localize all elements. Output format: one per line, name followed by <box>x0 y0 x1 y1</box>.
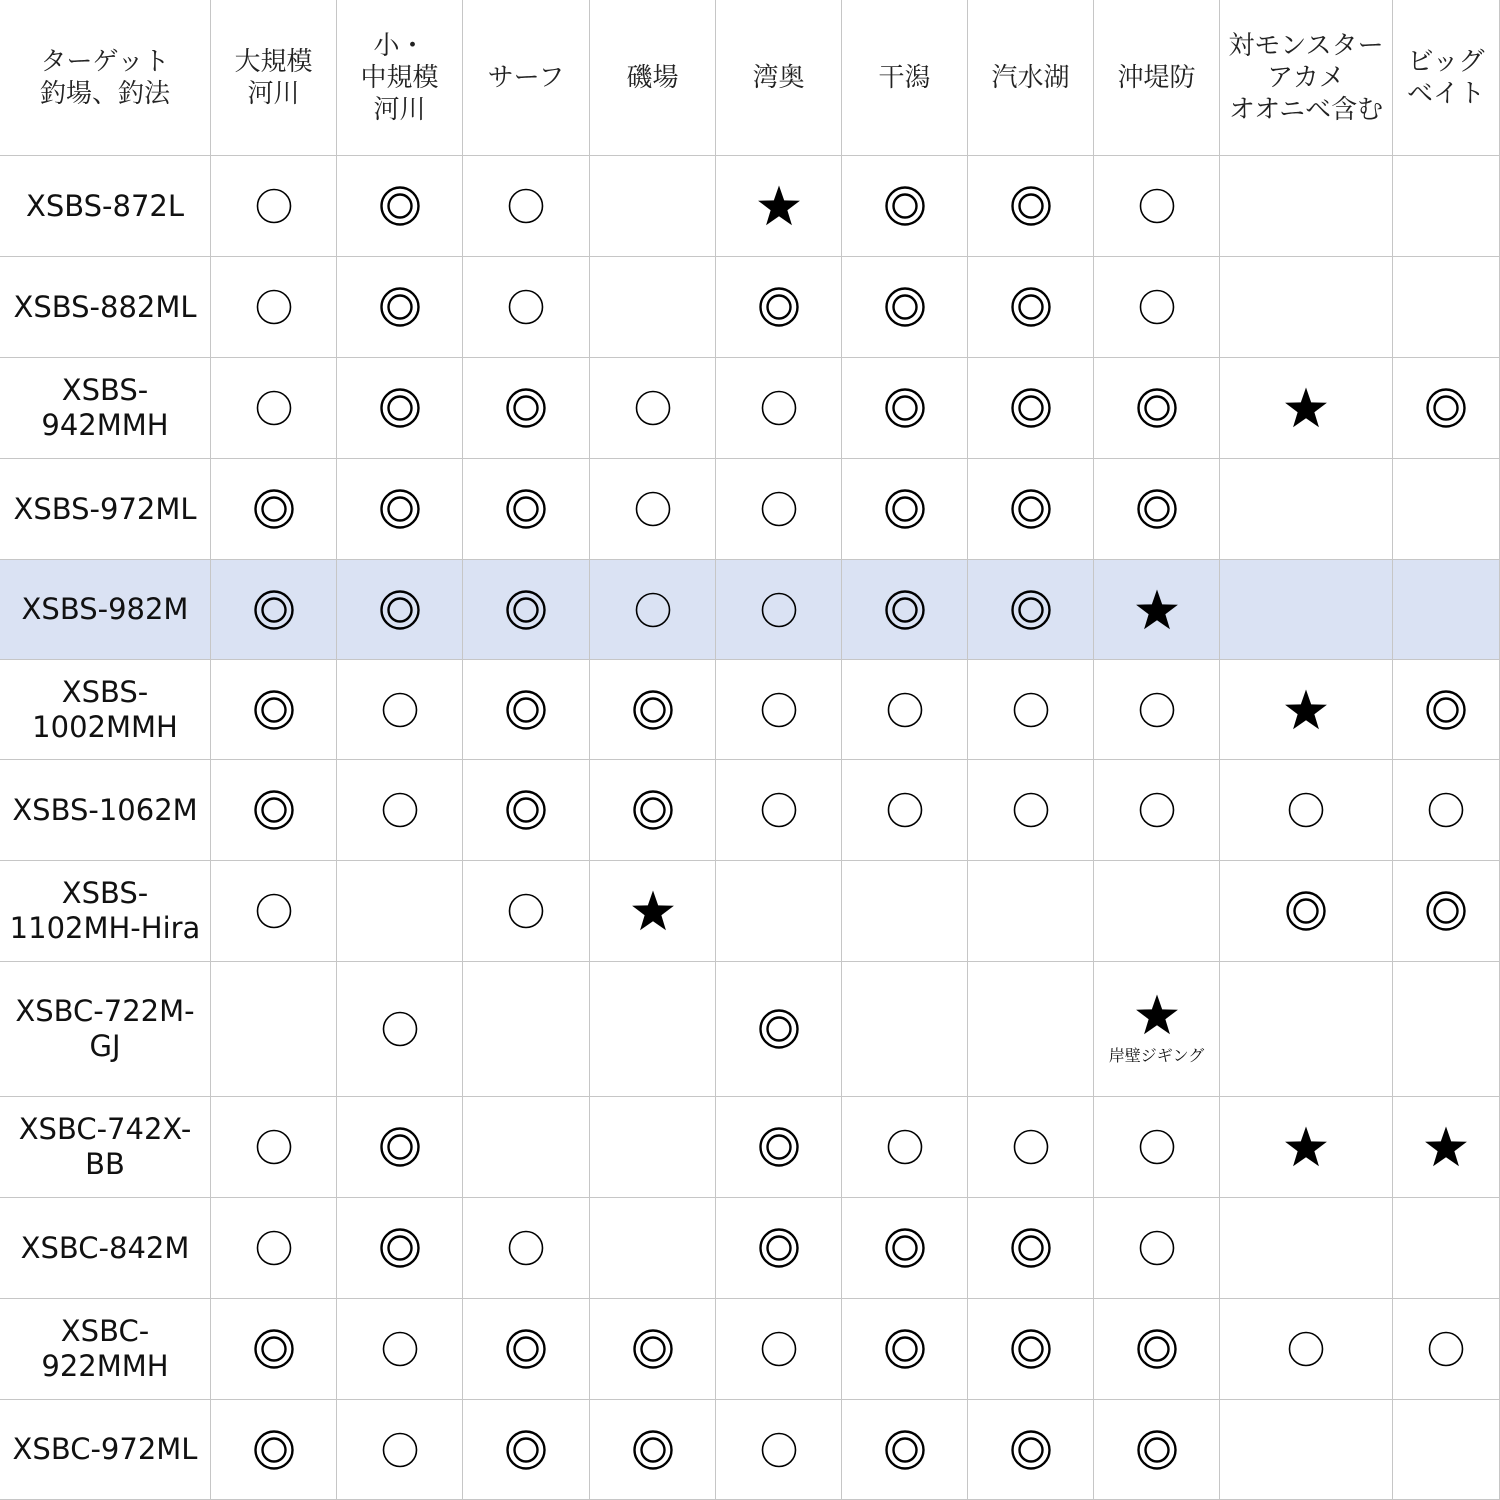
double-circle-mark-icon <box>1009 184 1053 228</box>
mark-cell <box>337 459 463 560</box>
mark-cell <box>1393 962 1500 1097</box>
column-header <box>968 0 1094 156</box>
double-circle-mark-icon <box>1009 386 1053 430</box>
mark-cell <box>337 660 463 760</box>
mark-cell <box>463 459 590 560</box>
circle-mark-icon <box>883 1125 927 1169</box>
model-name: XSBS-972ML <box>13 491 197 526</box>
double-circle-mark-icon <box>378 588 422 632</box>
mark-cell <box>590 1400 716 1500</box>
mark-cell <box>842 1198 968 1299</box>
mark-cell <box>1393 1198 1500 1299</box>
mark-cell <box>716 861 842 962</box>
model-cell <box>0 1400 211 1500</box>
double-circle-mark-icon <box>1135 1428 1179 1472</box>
mark-cell <box>590 660 716 760</box>
mark-cell <box>716 1198 842 1299</box>
double-circle-mark-icon <box>378 1125 422 1169</box>
mark-cell <box>1094 1198 1220 1299</box>
mark-cell <box>968 358 1094 459</box>
mark-cell <box>337 1097 463 1198</box>
model-name: XSBS- 1102MH-Hira <box>9 876 201 945</box>
mark-cell <box>337 861 463 962</box>
double-circle-mark-icon <box>631 1428 675 1472</box>
mark-cell <box>842 560 968 660</box>
model-name: XSBS-882ML <box>13 289 197 324</box>
mark-cell <box>1393 861 1500 962</box>
double-circle-mark-icon <box>1135 487 1179 531</box>
double-circle-mark-icon <box>631 688 675 732</box>
mark-cell <box>337 358 463 459</box>
star-mark-icon <box>1284 386 1328 430</box>
mark-cell <box>842 962 968 1097</box>
double-circle-mark-icon <box>883 1226 927 1270</box>
circle-mark-icon <box>252 184 296 228</box>
double-circle-mark-icon <box>1424 688 1468 732</box>
circle-mark-icon <box>757 1327 801 1371</box>
mark-cell <box>211 156 337 257</box>
mark-cell <box>1094 459 1220 560</box>
mark-cell <box>590 962 716 1097</box>
model-name: XSBS-872L <box>25 188 185 223</box>
circle-mark-icon <box>1135 688 1179 732</box>
circle-mark-icon <box>504 889 548 933</box>
model-name: XSBC-842M <box>20 1230 190 1265</box>
mark-cell <box>842 358 968 459</box>
star-mark-icon <box>631 889 675 933</box>
mark-cell <box>337 962 463 1097</box>
mark-cell <box>968 760 1094 861</box>
column-header <box>1094 0 1220 156</box>
mark-cell <box>463 1198 590 1299</box>
circle-mark-icon <box>1284 1327 1328 1371</box>
column-header-label: サーフ <box>487 62 565 93</box>
mark-cell <box>337 1198 463 1299</box>
mark-cell <box>968 962 1094 1097</box>
mark-cell <box>590 1299 716 1400</box>
model-cell <box>0 660 211 760</box>
double-circle-mark-icon <box>1135 1327 1179 1371</box>
model-name: XSBS-982M <box>21 592 189 626</box>
circle-mark-icon <box>504 285 548 329</box>
circle-mark-icon <box>1009 688 1053 732</box>
mark-cell <box>716 1299 842 1400</box>
model-cell <box>0 962 211 1097</box>
circle-mark-icon <box>1424 1327 1468 1371</box>
mark-cell <box>1393 560 1500 660</box>
mark-cell <box>1094 560 1220 660</box>
star-mark-icon <box>1284 1125 1328 1169</box>
mark-cell <box>211 660 337 760</box>
circle-mark-icon <box>252 889 296 933</box>
mark-cell <box>968 257 1094 358</box>
double-circle-mark-icon <box>252 1428 296 1472</box>
mark-cell <box>716 459 842 560</box>
model-name: XSBS-1062M <box>12 792 198 827</box>
mark-cell <box>716 660 842 760</box>
circle-mark-icon <box>1009 788 1053 832</box>
mark-cell <box>463 1400 590 1500</box>
double-circle-mark-icon <box>504 1327 548 1371</box>
double-circle-mark-icon <box>1009 487 1053 531</box>
model-name: XSBC-972ML <box>12 1432 198 1466</box>
circle-mark-icon <box>757 487 801 531</box>
model-cell <box>0 1097 211 1198</box>
circle-mark-icon <box>504 1226 548 1270</box>
circle-mark-icon <box>1135 184 1179 228</box>
mark-cell <box>211 459 337 560</box>
model-cell <box>0 459 211 560</box>
mark-cell <box>1220 861 1393 962</box>
double-circle-mark-icon <box>883 1428 927 1472</box>
double-circle-mark-icon <box>252 487 296 531</box>
mark-cell <box>211 962 337 1097</box>
mark-cell <box>1393 1299 1500 1400</box>
mark-cell <box>463 760 590 861</box>
mark-cell <box>968 560 1094 660</box>
double-circle-mark-icon <box>1009 1327 1053 1371</box>
mark-cell <box>590 1097 716 1198</box>
double-circle-mark-icon <box>631 788 675 832</box>
mark-cell <box>590 760 716 861</box>
star-mark-icon <box>1284 688 1328 732</box>
mark-cell <box>211 1198 337 1299</box>
mark-cell <box>211 257 337 358</box>
column-header <box>1393 0 1500 156</box>
circle-mark-icon <box>1135 285 1179 329</box>
mark-cell <box>1094 1400 1220 1500</box>
mark-cell <box>463 962 590 1097</box>
double-circle-mark-icon <box>1009 1428 1053 1472</box>
mark-cell <box>842 1097 968 1198</box>
circle-mark-icon <box>883 788 927 832</box>
double-circle-mark-icon <box>504 588 548 632</box>
cell-note: 岸壁ジギング <box>1108 1046 1205 1065</box>
mark-cell <box>590 156 716 257</box>
mark-cell <box>842 1400 968 1500</box>
column-header-label: 小・ 中規模 河川 <box>360 30 439 125</box>
mark-cell <box>337 1299 463 1400</box>
model-cell <box>0 861 211 962</box>
mark-cell <box>1393 156 1500 257</box>
column-header <box>842 0 968 156</box>
star-mark-icon <box>757 184 801 228</box>
circle-mark-icon <box>504 184 548 228</box>
circle-mark-icon <box>1135 788 1179 832</box>
mark-cell <box>842 1299 968 1400</box>
double-circle-mark-icon <box>883 1327 927 1371</box>
double-circle-mark-icon <box>504 688 548 732</box>
mark-cell <box>1094 861 1220 962</box>
column-header-label: ビッグ ベイト <box>1406 46 1485 109</box>
circle-mark-icon <box>1009 1125 1053 1169</box>
mark-cell <box>463 156 590 257</box>
mark-cell <box>968 1097 1094 1198</box>
mark-cell <box>590 560 716 660</box>
mark-cell <box>337 760 463 861</box>
column-header-label: 磯場 <box>626 62 679 93</box>
circle-mark-icon <box>252 1226 296 1270</box>
double-circle-mark-icon <box>883 487 927 531</box>
model-cell <box>0 560 211 660</box>
double-circle-mark-icon <box>883 184 927 228</box>
model-cell <box>0 1299 211 1400</box>
mark-cell <box>1393 358 1500 459</box>
circle-mark-icon <box>378 788 422 832</box>
circle-mark-icon <box>378 688 422 732</box>
double-circle-mark-icon <box>378 487 422 531</box>
mark-cell <box>1220 962 1393 1097</box>
circle-mark-icon <box>757 1428 801 1472</box>
double-circle-mark-icon <box>757 1007 801 1051</box>
mark-cell <box>1094 257 1220 358</box>
header-corner-label: ターゲット 釣場、釣法 <box>39 46 170 109</box>
model-cell <box>0 257 211 358</box>
double-circle-mark-icon <box>1009 588 1053 632</box>
mark-cell <box>842 861 968 962</box>
mark-cell <box>1220 257 1393 358</box>
mark-cell <box>968 156 1094 257</box>
mark-cell <box>1220 1299 1393 1400</box>
star-mark-icon <box>1135 588 1179 632</box>
column-header <box>337 0 463 156</box>
mark-cell <box>716 560 842 660</box>
mark-cell <box>842 660 968 760</box>
mark-cell <box>590 358 716 459</box>
mark-cell <box>842 257 968 358</box>
column-header-label: 湾奥 <box>752 62 805 93</box>
circle-mark-icon <box>252 285 296 329</box>
column-header <box>1220 0 1393 156</box>
mark-cell <box>716 358 842 459</box>
mark-cell <box>590 861 716 962</box>
mark-cell <box>968 459 1094 560</box>
circle-mark-icon <box>252 386 296 430</box>
double-circle-mark-icon <box>1424 386 1468 430</box>
double-circle-mark-icon <box>252 588 296 632</box>
double-circle-mark-icon <box>252 788 296 832</box>
circle-mark-icon <box>378 1327 422 1371</box>
model-name: XSBC-742X- BB <box>18 1112 192 1181</box>
mark-cell <box>211 1097 337 1198</box>
model-cell <box>0 760 211 861</box>
mark-cell <box>337 1400 463 1500</box>
mark-cell <box>463 560 590 660</box>
mark-cell <box>1094 358 1220 459</box>
circle-mark-icon <box>1424 788 1468 832</box>
model-name: XSBC- 922MMH <box>41 1314 169 1383</box>
mark-cell <box>968 1299 1094 1400</box>
circle-mark-icon <box>1135 1125 1179 1169</box>
column-header-label: 大規模 河川 <box>234 46 313 109</box>
mark-cell <box>337 560 463 660</box>
circle-mark-icon <box>378 1007 422 1051</box>
double-circle-mark-icon <box>504 1428 548 1472</box>
mark-cell <box>1220 560 1393 660</box>
column-header-label: 沖堤防 <box>1117 62 1196 93</box>
model-name: XSBS- 942MMH <box>41 373 169 442</box>
double-circle-mark-icon <box>252 1327 296 1371</box>
mark-cell <box>968 1400 1094 1500</box>
double-circle-mark-icon <box>1009 1226 1053 1270</box>
double-circle-mark-icon <box>378 1226 422 1270</box>
circle-mark-icon <box>1135 1226 1179 1270</box>
mark-cell <box>1094 660 1220 760</box>
column-header-label: 対モンスター アカメ オオニベ含む <box>1228 30 1384 125</box>
mark-cell <box>590 1198 716 1299</box>
mark-cell <box>1393 459 1500 560</box>
mark-cell <box>842 459 968 560</box>
double-circle-mark-icon <box>631 1327 675 1371</box>
mark-cell <box>1094 1299 1220 1400</box>
mark-cell <box>211 560 337 660</box>
circle-mark-icon <box>252 1125 296 1169</box>
double-circle-mark-icon <box>883 285 927 329</box>
mark-cell <box>1393 1400 1500 1500</box>
column-header <box>211 0 337 156</box>
mark-cell <box>716 257 842 358</box>
circle-mark-icon <box>631 588 675 632</box>
mark-cell <box>842 760 968 861</box>
model-cell <box>0 1198 211 1299</box>
mark-cell <box>1220 1198 1393 1299</box>
model-cell <box>0 358 211 459</box>
double-circle-mark-icon <box>757 1125 801 1169</box>
mark-cell <box>211 1299 337 1400</box>
mark-cell <box>1094 760 1220 861</box>
mark-cell <box>463 1097 590 1198</box>
double-circle-mark-icon <box>252 688 296 732</box>
double-circle-mark-icon <box>504 386 548 430</box>
model-name: XSBC-722M- GJ <box>15 994 195 1063</box>
mark-cell <box>211 1400 337 1500</box>
mark-cell <box>716 760 842 861</box>
mark-cell <box>590 459 716 560</box>
mark-cell <box>211 358 337 459</box>
mark-cell <box>1094 1097 1220 1198</box>
mark-cell <box>1393 257 1500 358</box>
circle-mark-icon <box>631 487 675 531</box>
mark-cell <box>590 257 716 358</box>
double-circle-mark-icon <box>1284 889 1328 933</box>
column-header-label: 汽水湖 <box>991 62 1070 93</box>
mark-cell <box>1220 660 1393 760</box>
double-circle-mark-icon <box>1009 285 1053 329</box>
double-circle-mark-icon <box>1135 386 1179 430</box>
double-circle-mark-icon <box>504 788 548 832</box>
mark-cell <box>337 257 463 358</box>
mark-cell <box>1094 156 1220 257</box>
mark-cell <box>716 962 842 1097</box>
mark-cell <box>1220 358 1393 459</box>
star-mark-icon <box>1135 993 1179 1037</box>
mark-cell <box>968 861 1094 962</box>
mark-cell <box>1220 459 1393 560</box>
double-circle-mark-icon <box>757 1226 801 1270</box>
mark-cell <box>1393 660 1500 760</box>
column-header <box>590 0 716 156</box>
double-circle-mark-icon <box>378 184 422 228</box>
column-header <box>463 0 590 156</box>
double-circle-mark-icon <box>504 487 548 531</box>
column-header-label: 干潟 <box>878 62 931 93</box>
double-circle-mark-icon <box>883 386 927 430</box>
mark-cell <box>211 861 337 962</box>
model-name: XSBS- 1002MMH <box>32 674 178 744</box>
mark-cell <box>463 861 590 962</box>
circle-mark-icon <box>883 688 927 732</box>
mark-cell <box>337 156 463 257</box>
mark-cell <box>463 1299 590 1400</box>
mark-cell <box>842 156 968 257</box>
double-circle-mark-icon <box>883 588 927 632</box>
model-cell <box>0 156 211 257</box>
mark-cell <box>716 1400 842 1500</box>
mark-cell <box>211 760 337 861</box>
circle-mark-icon <box>757 688 801 732</box>
mark-cell <box>463 358 590 459</box>
mark-cell <box>968 660 1094 760</box>
mark-cell <box>968 1198 1094 1299</box>
mark-cell <box>463 660 590 760</box>
mark-cell <box>1393 760 1500 861</box>
mark-cell <box>716 1097 842 1198</box>
mark-cell <box>1220 1097 1393 1198</box>
circle-mark-icon <box>757 588 801 632</box>
mark-cell <box>1220 1400 1393 1500</box>
double-circle-mark-icon <box>378 386 422 430</box>
circle-mark-icon <box>757 788 801 832</box>
double-circle-mark-icon <box>757 285 801 329</box>
mark-cell <box>463 257 590 358</box>
double-circle-mark-icon <box>378 285 422 329</box>
circle-mark-icon <box>757 386 801 430</box>
circle-mark-icon <box>378 1428 422 1472</box>
mark-cell <box>1094 962 1220 1097</box>
column-header <box>716 0 842 156</box>
star-mark-icon <box>1424 1125 1468 1169</box>
double-circle-mark-icon <box>1424 889 1468 933</box>
circle-mark-icon <box>1284 788 1328 832</box>
header-corner <box>0 0 211 156</box>
mark-cell <box>1393 1097 1500 1198</box>
circle-mark-icon <box>631 386 675 430</box>
mark-cell <box>716 156 842 257</box>
mark-cell <box>1220 156 1393 257</box>
mark-cell <box>1220 760 1393 861</box>
